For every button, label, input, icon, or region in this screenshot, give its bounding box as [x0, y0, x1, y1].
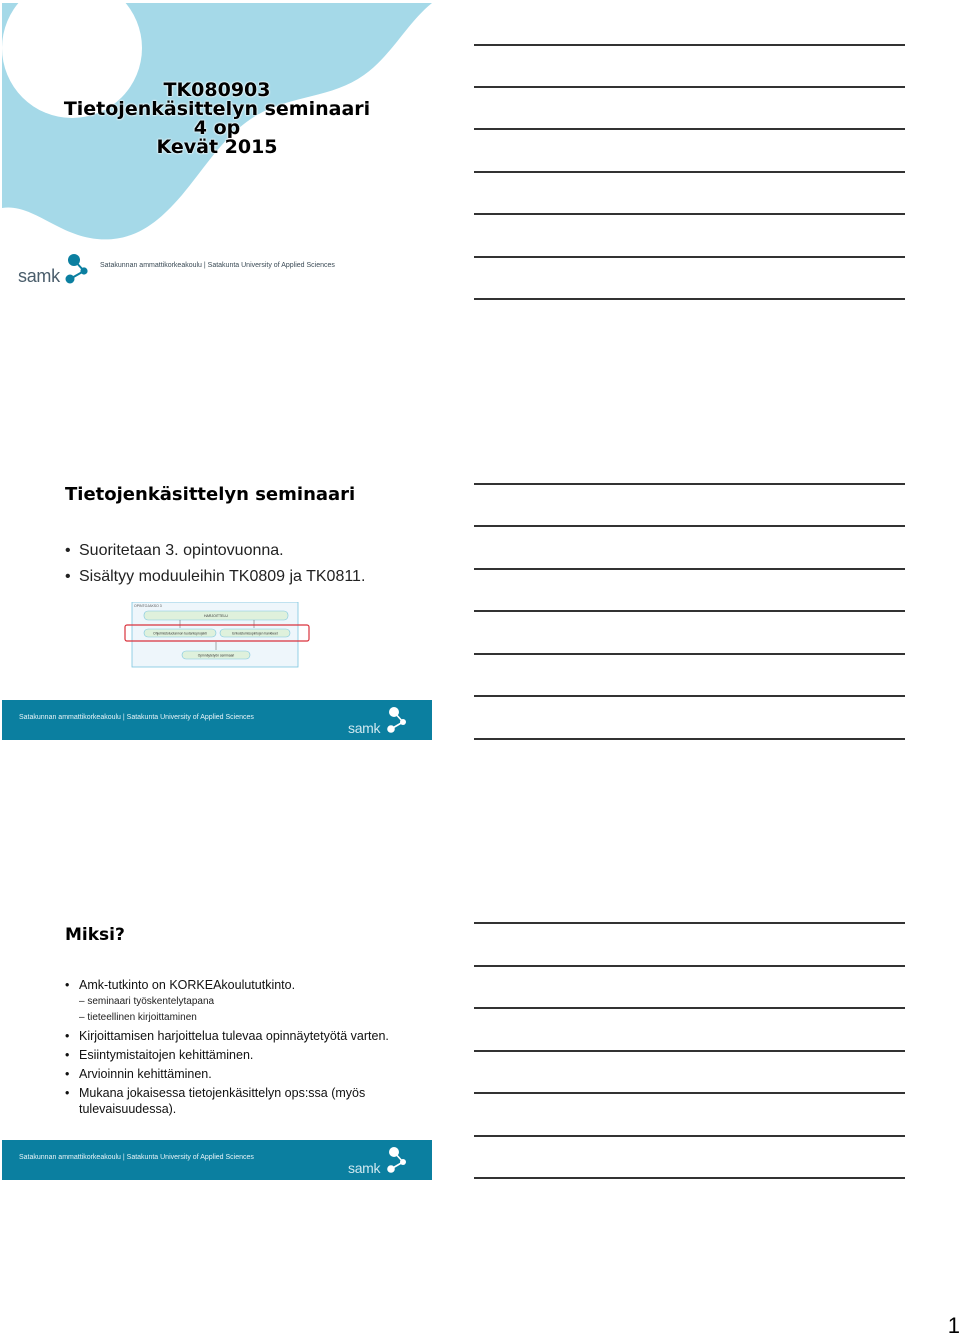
note-line — [474, 1135, 905, 1137]
samk-logo — [18, 251, 98, 287]
samk-logo-word: samk — [18, 266, 60, 286]
note-line — [474, 568, 905, 570]
note-line — [474, 1007, 905, 1009]
list-item: • Arvioinnin kehittäminen. — [65, 1066, 395, 1082]
slide-3-footer-bar — [2, 1140, 432, 1180]
samk-logo-word: samk — [348, 1160, 381, 1176]
slide-3-title: Miksi? — [65, 925, 125, 945]
list-item: • Mukana jokaisessa tietojenkäsittelyn ops:ssa (myös tulevaisuudessa). — [65, 1085, 395, 1117]
note-line — [474, 1092, 905, 1094]
slide-1 — [2, 3, 432, 301]
list-item — [65, 977, 395, 993]
note-line — [474, 922, 905, 924]
list-item: • Suoritetaan 3. opintovuonna. — [65, 538, 365, 564]
title-line-credits: 4 op — [193, 117, 241, 139]
sub-list — [65, 994, 395, 1026]
study-module-diagram-graphic — [122, 602, 310, 668]
slide-3 — [2, 918, 432, 1180]
note-line — [474, 965, 905, 967]
diagram-header: OPINTOJAKSO 3 — [134, 604, 162, 608]
list-item: • Esiintymistaitojen kehittäminen. — [65, 1047, 395, 1063]
note-line — [474, 86, 905, 88]
note-line — [474, 653, 905, 655]
study-module-diagram — [122, 602, 310, 668]
slide-2 — [2, 478, 432, 740]
page-number: 1 — [947, 1313, 960, 1338]
note-line — [474, 128, 905, 130]
diagram-top-node: HARJOITTELU — [204, 614, 228, 618]
slide-2-title: Tietojenkäsittelyn seminaari — [65, 484, 356, 505]
slide-3-footer: Satakunnan ammattikorkeakoulu | Satakunta University of Applied Sciences — [19, 1154, 254, 1161]
note-line — [474, 44, 905, 46]
slide-2-footer-bar — [2, 700, 432, 740]
note-line — [474, 1050, 905, 1052]
title-line-course-name: Tietojenkäsittelyn seminaari — [63, 98, 371, 120]
slide-1-title — [2, 81, 432, 157]
note-line — [474, 213, 905, 215]
diagram-bottom-node: Opinnäytetyön seminaari — [197, 653, 235, 658]
list-item: • Kirjoittamisen harjoittelua tulevaa opinnäytetyötä varten. — [65, 1028, 395, 1044]
note-line — [474, 695, 905, 697]
title-line-term: Kevät 2015 — [156, 136, 278, 158]
diagram-left-node: Ohjelmistotuotannon tuotantoprojekti — [153, 631, 207, 636]
samk-logo — [348, 706, 418, 736]
note-line — [474, 1177, 905, 1179]
slide-3-bullets — [65, 977, 395, 1120]
note-line — [474, 483, 905, 485]
note-line — [474, 298, 905, 300]
diagram-right-node: Erikoistumisopintojen hankkeet — [232, 631, 278, 636]
list-item-text: Amk-tutkinto on KORKEAkoulututkinto. — [79, 978, 296, 992]
slide-2-bullets — [65, 538, 365, 590]
slide-2-footer: Satakunnan ammattikorkeakoulu | Satakunta University of Applied Sciences — [19, 714, 254, 721]
note-line — [474, 525, 905, 527]
note-line — [474, 171, 905, 173]
slide-1-footer: Satakunnan ammattikorkeakoulu | Satakunta University of Applied Sciences — [100, 262, 335, 269]
note-line — [474, 256, 905, 258]
sub-list-item: – tieteellinen kirjoittaminen — [79, 1012, 197, 1023]
samk-logo-word: samk — [348, 720, 381, 736]
list-item: • Sisältyy moduuleihin TK0809 ja TK0811. — [65, 564, 365, 590]
sub-list-item: – seminaari työskentelytapana — [79, 996, 215, 1007]
note-line — [474, 610, 905, 612]
samk-logo — [348, 1146, 418, 1176]
note-line — [474, 738, 905, 740]
title-line-course-code: TK080903 — [163, 79, 271, 101]
